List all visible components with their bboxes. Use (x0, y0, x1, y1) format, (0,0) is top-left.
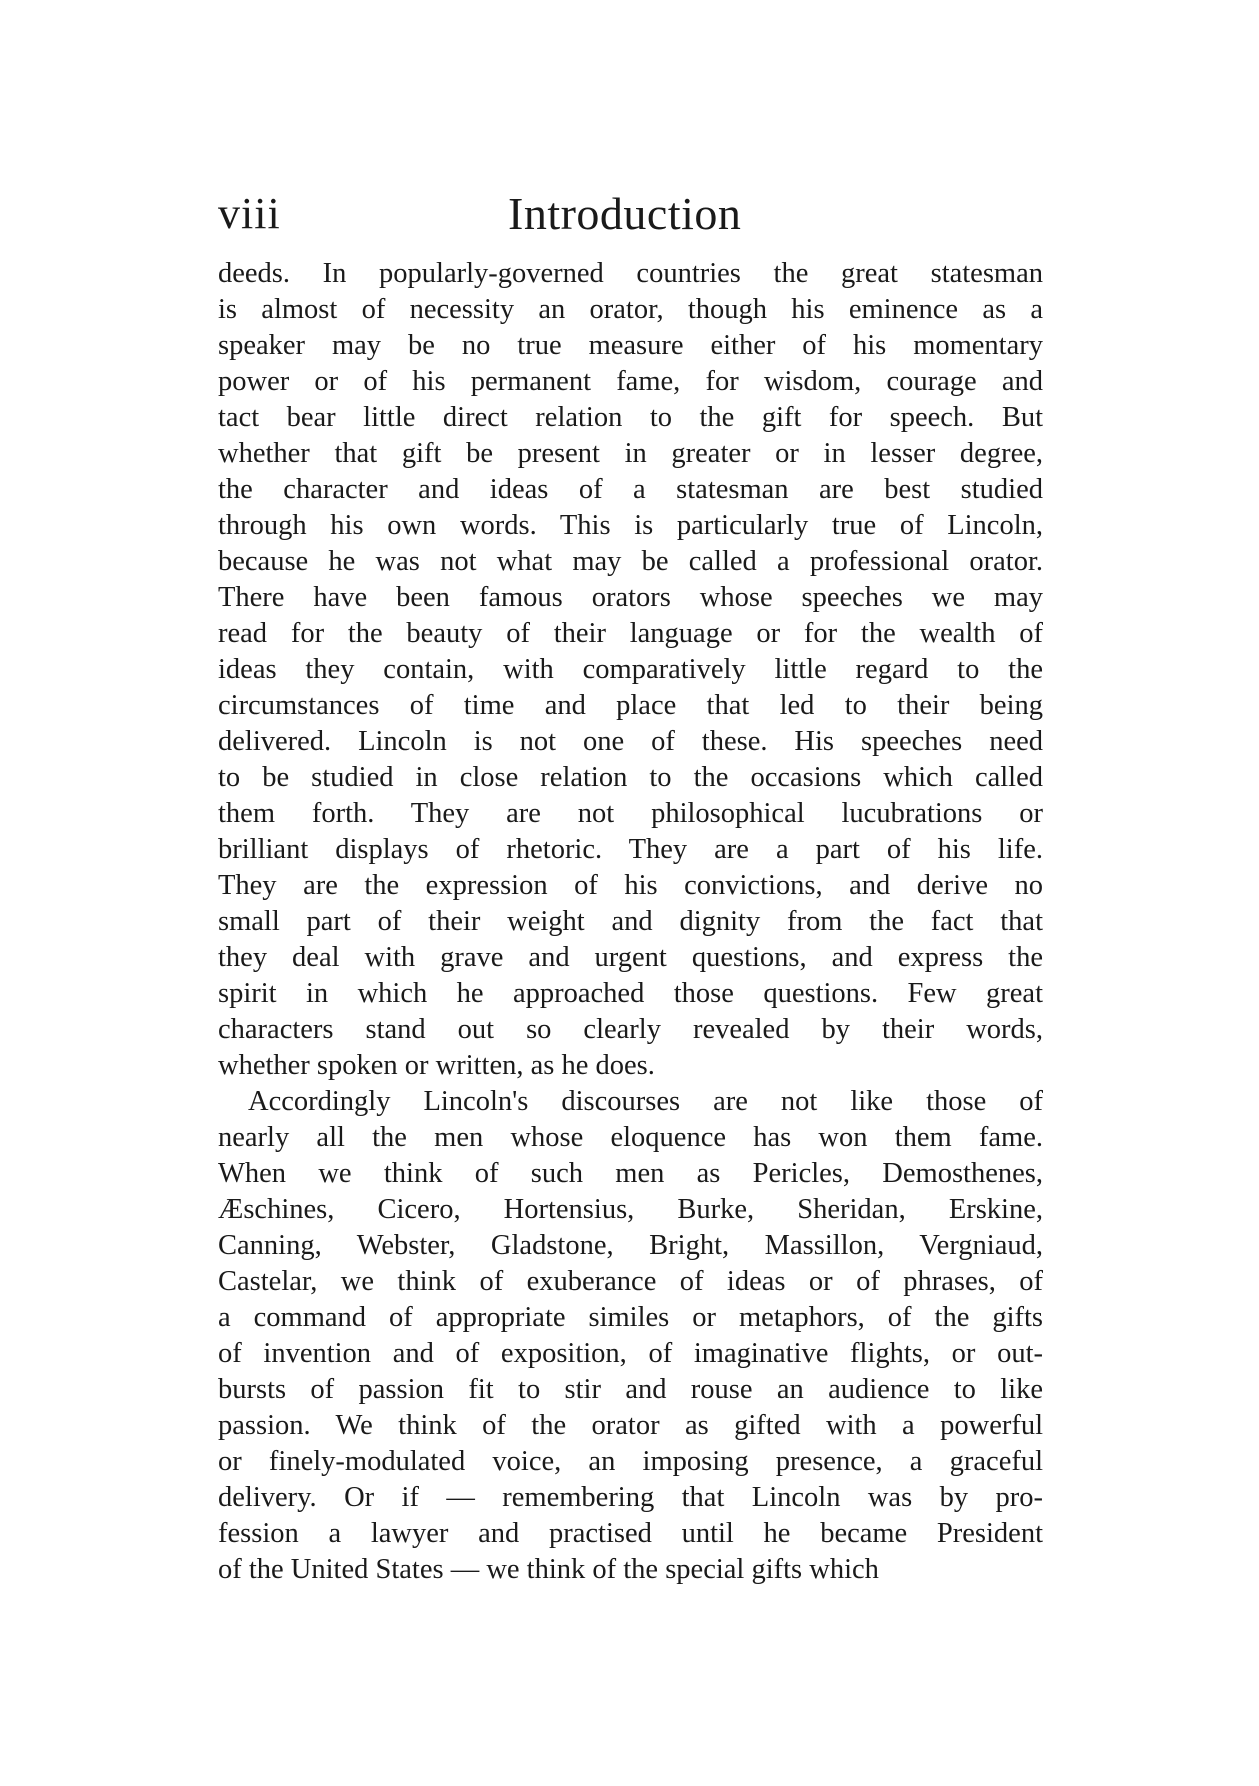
text-line: small part of their weight and dignity from the fact that (218, 906, 1043, 937)
page-number: viii (218, 189, 281, 238)
text-line: brilliant displays of rhetoric. They are a part of his life. (218, 834, 1043, 865)
body-text (218, 256, 1043, 1588)
text-line: bursts of passion fit to stir and rouse an audience to like (218, 1374, 1043, 1405)
text-line: delivery. Or if — remembering that Lincoln was by pro- (218, 1482, 1043, 1513)
text-line: is almost of necessity an orator, though his eminence as a (218, 294, 1043, 325)
text-line: nearly all the men whose eloquence has won them fame. (218, 1122, 1043, 1153)
text-line: speaker may be no true measure either of his momentary (218, 330, 1043, 361)
text-line: or finely-modulated voice, an imposing presence, a graceful (218, 1446, 1043, 1477)
text-line: circumstances of time and place that led to their being (218, 690, 1043, 721)
text-line: whether that gift be present in greater or in lesser degree, (218, 438, 1043, 469)
text-line: Canning, Webster, Gladstone, Bright, Massillon, Vergniaud, (218, 1230, 1043, 1261)
text-line: spirit in which he approached those questions. Few great (218, 978, 1043, 1009)
text-line: passion. We think of the orator as gifted with a powerful (218, 1410, 1043, 1441)
text-line: power or of his permanent fame, for wisdom, courage and (218, 366, 1043, 397)
text-line: through his own words. This is particularly true of Lincoln, (218, 510, 1043, 541)
text-line: Accordingly Lincoln's discourses are not like those of (248, 1086, 1043, 1117)
text-line: read for the beauty of their language or for the wealth of (218, 618, 1043, 649)
paragraph (218, 1084, 1043, 1588)
text-line: them forth. They are not philosophical lucubrations or (218, 798, 1043, 829)
running-title: Introduction (508, 188, 742, 239)
text-line: fession a lawyer and practised until he became President (218, 1518, 1043, 1549)
text-line: because he was not what may be called a professional orator. (218, 546, 1043, 577)
text-line: characters stand out so clearly revealed by their words, (218, 1014, 1043, 1045)
text-line: They are the expression of his convictions, and derive no (218, 870, 1043, 901)
running-head (218, 185, 1043, 243)
text-line: When we think of such men as Pericles, Demosthenes, (218, 1158, 1043, 1189)
text-line: deeds. In popularly-governed countries the great statesman (218, 258, 1043, 289)
text-line: tact bear little direct relation to the gift for speech. But (218, 402, 1043, 433)
text-line: There have been famous orators whose speeches we may (218, 582, 1043, 613)
text-line: to be studied in close relation to the occasions which called (218, 762, 1043, 793)
text-line: Castelar, we think of exuberance of ideas or of phrases, of (218, 1266, 1043, 1297)
text-line: Æschines, Cicero, Hortensius, Burke, Sheridan, Erskine, (218, 1194, 1043, 1225)
text-line: delivered. Lincoln is not one of these. His speeches need (218, 726, 1043, 757)
text-line: a command of appropriate similes or metaphors, of the gifts (218, 1302, 1043, 1333)
paragraph (218, 256, 1043, 1084)
text-line: of invention and of exposition, of imaginative flights, or out- (218, 1338, 1043, 1369)
text-line: the character and ideas of a statesman are best studied (218, 474, 1043, 505)
text-line: they deal with grave and urgent questions, and express the (218, 942, 1043, 973)
text-line: of the United States — we think of the special gifts which (218, 1554, 879, 1585)
text-line: whether spoken or written, as he does. (218, 1050, 655, 1081)
text-line: ideas they contain, with comparatively little regard to the (218, 654, 1043, 685)
